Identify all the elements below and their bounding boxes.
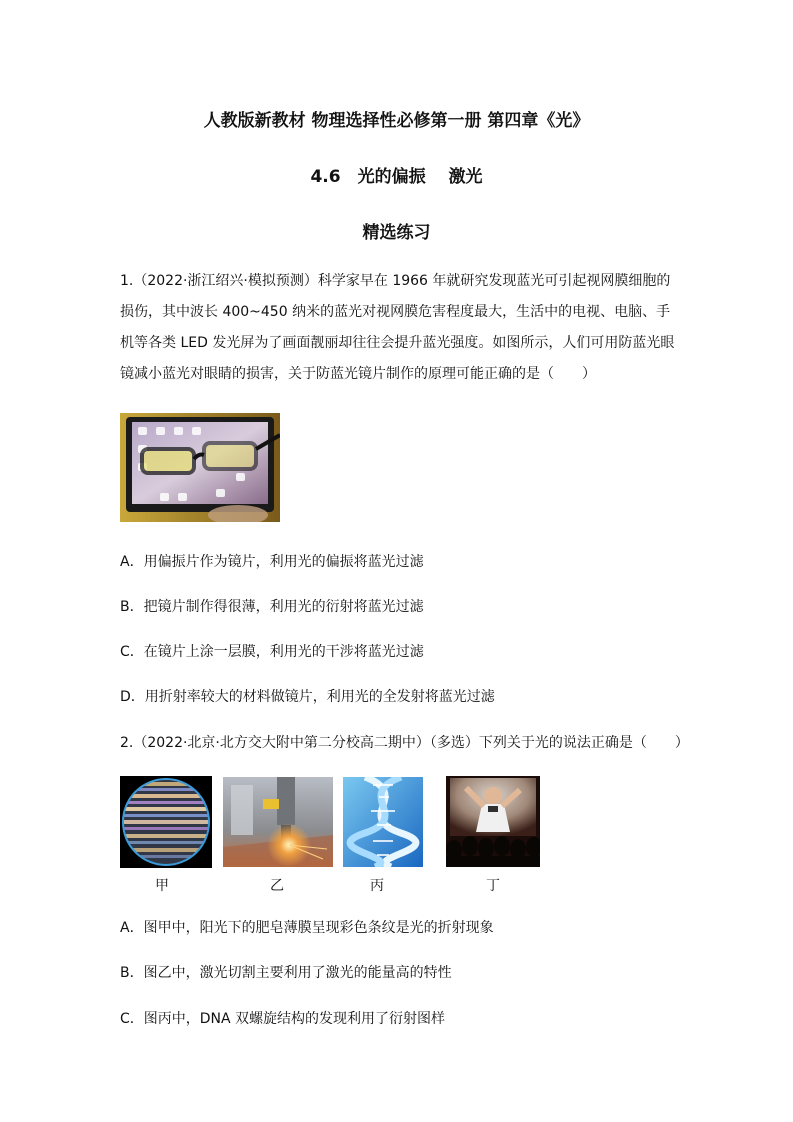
question-2-option-a: A．图甲中，阳光下的肥皂薄膜呈现彩色条纹是光的折射现象 <box>120 920 494 936</box>
question-2-text: 2.（2022·北京·北方交大附中第二分校高二期中）（多选）下列关于光的说法正确是（ ） <box>120 735 689 751</box>
question-2-option-c: C．图丙中，DNA 双螺旋结构的发现利用了衍射图样 <box>120 1011 446 1027</box>
dna-helix-photo <box>343 777 423 867</box>
caption-ding: 丁 <box>486 878 500 894</box>
question-2-option-b: B．图乙中，激光切割主要利用了激光的能量高的特性 <box>120 965 452 981</box>
question-1-option-d: D．用折射率较大的材料做镜片，利用光的全发射将蓝光过滤 <box>120 689 495 705</box>
question-1-option-a: A．用偏振片作为镜片，利用光的偏振将蓝光过滤 <box>120 554 424 570</box>
laser-cutting-photo <box>223 777 333 867</box>
3d-cinema-photo <box>446 776 540 867</box>
question-1-text: 1.（2022·浙江绍兴·模拟预测）科学家早在 1966 年就研究发现蓝光可引起视网膜细胞的损伤，其中波长 400~450 纳米的蓝光对视网膜危害程度最大，生活中的电视、电脑、手机等各类 LED 发光屏为了画面靓丽却往往会提升蓝光强度。如图所示，人们可用防蓝光眼镜减小蓝光对眼睛的损害，关于防蓝光镜片制作的原理可能正确的是（ ） <box>120 273 675 382</box>
section-title: 4.6 光的偏振 激光 <box>310 167 483 187</box>
caption-yi: 乙 <box>270 878 284 894</box>
question-1-option-b: B．把镜片制作得很薄，利用光的衍射将蓝光过滤 <box>120 599 424 615</box>
exercise-subtitle: 精选练习 <box>362 223 431 243</box>
question-1-option-c: C．在镜片上涂一层膜，利用光的干涉将蓝光过滤 <box>120 644 424 660</box>
blue-light-glasses-photo <box>120 413 280 522</box>
soap-film-photo <box>120 776 212 868</box>
caption-bing: 丙 <box>370 878 384 894</box>
caption-jia: 甲 <box>155 878 169 894</box>
document-title: 人教版新教材 物理选择性必修第一册 第四章《光》 <box>203 111 590 131</box>
